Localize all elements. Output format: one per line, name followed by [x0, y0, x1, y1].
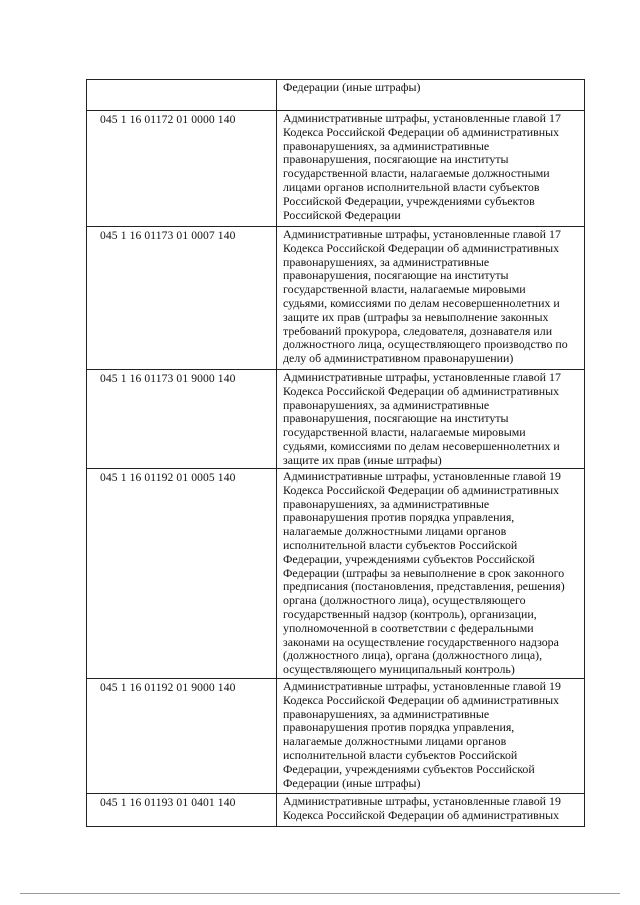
description-line: Российской Федерации, учреждениями субъектов [283, 194, 535, 208]
revenue-description [277, 679, 584, 793]
description-line: Федерации, учреждениями субъектов Российской [283, 762, 535, 776]
description-line: государственной власти, налагаемые должностными [283, 167, 550, 181]
description-line: защите их прав (иные штрафы) [283, 453, 442, 467]
description-line: органа (должностного лица), осуществляющего [283, 594, 526, 608]
description-line: законами на осуществление государственного надзора [283, 635, 559, 649]
description-line: делу об административном правонарушении) [283, 352, 514, 366]
description-line: Кодекса Российской Федерации об административных [283, 808, 560, 822]
revenue-description [277, 227, 584, 369]
description-line: (должностного лица), органа (должностного лица), [283, 649, 543, 663]
revenue-description [277, 794, 584, 826]
description-line: правонарушениях, за административные [283, 707, 490, 721]
budget-classification-code: 045 1 16 01192 01 0005 140 [87, 469, 277, 678]
table-row [87, 679, 584, 794]
description-line: Российской Федерации [283, 208, 401, 222]
budget-classification-code [87, 80, 277, 110]
description-line: правонарушения против порядка управления, [283, 721, 515, 735]
description-line: налагаемые должностными лицами органов [283, 735, 507, 749]
table-row [87, 794, 584, 827]
budget-classification-code: 045 1 16 01193 01 0401 140 [87, 794, 277, 826]
description-line: правонарушения, посягающие на институты [283, 153, 509, 167]
description-line: Административные штрафы, установленные главой 19 [283, 795, 561, 808]
revenue-description [277, 111, 584, 226]
description-line: Федерации, учреждениями субъектов Российской [283, 552, 535, 566]
description-line: государственный надзор (контроль), организации, [283, 607, 537, 621]
description-line: правонарушения против порядка управления, [283, 511, 515, 525]
description-line: Кодекса Российской Федерации об административных [283, 483, 560, 497]
budget-classification-code: 045 1 16 01192 01 9000 140 [87, 679, 277, 793]
description-line: правонарушения, посягающие на институты [283, 269, 509, 283]
budget-classification-code: 045 1 16 01172 01 0000 140 [87, 111, 277, 226]
description-line: исполнительной власти субъектов Российской [283, 748, 518, 762]
description-line: Кодекса Российской Федерации об административных [283, 241, 560, 255]
description-line: Федерации (иные штрафы) [283, 776, 421, 790]
description-line: Административные штрафы, установленные главой 17 [283, 112, 561, 125]
description-line: правонарушениях, за административные [283, 398, 490, 412]
description-line: Административные штрафы, установленные главой 17 [283, 228, 561, 241]
page-bottom-rule [20, 893, 620, 894]
revenue-description [277, 370, 584, 468]
revenue-description [277, 80, 584, 110]
description-line: Федерации (штрафы за невыполнение в срок законного [283, 566, 565, 580]
description-line: налагаемые должностными лицами органов [283, 525, 507, 539]
table-row [87, 111, 584, 227]
description-line: должностного лица, осуществляющего производство по [283, 338, 568, 352]
fines-table [86, 79, 585, 827]
table-row [87, 469, 584, 679]
revenue-description [277, 469, 584, 678]
description-line: уполномоченной в соответствии с федеральными [283, 621, 534, 635]
description-line: предписания (постановления, представления, решения) [283, 580, 565, 594]
description-line: правонарушениях, за административные [283, 497, 490, 511]
description-line: судьями, комиссиями по делам несовершеннолетних и [283, 439, 560, 453]
description-line: Кодекса Российской Федерации об административных [283, 693, 560, 707]
budget-classification-code: 045 1 16 01173 01 9000 140 [87, 370, 277, 468]
description-line: Кодекса Российской Федерации об административных [283, 384, 560, 398]
description-line: Кодекса Российской Федерации об административных [283, 125, 560, 139]
description-line: правонарушениях, за административные [283, 255, 490, 269]
budget-classification-code: 045 1 16 01173 01 0007 140 [87, 227, 277, 369]
description-line: правонарушениях, за административные [283, 139, 490, 153]
description-line: исполнительной власти субъектов Российской [283, 538, 518, 552]
description-line: правонарушения, посягающие на институты [283, 412, 509, 426]
description-line: защите их прав (штрафы за невыполнение законных [283, 310, 549, 324]
table-row [87, 227, 584, 370]
table-row [87, 80, 584, 111]
table-row [87, 370, 584, 469]
description-line: Административные штрафы, установленные главой 17 [283, 371, 561, 384]
description-line: лицами органов исполнительной власти субъектов [283, 180, 540, 194]
description-line: Федерации (иные штрафы) [283, 81, 421, 94]
description-line: государственной власти, налагаемые мировыми [283, 426, 526, 440]
description-line: Административные штрафы, установленные главой 19 [283, 680, 561, 693]
description-line: Административные штрафы, установленные главой 19 [283, 470, 561, 483]
description-line: осуществляющего муниципальный контроль) [283, 663, 515, 677]
description-line: государственной власти, налагаемые мировыми [283, 283, 526, 297]
description-line: судьями, комиссиями по делам несовершеннолетних и [283, 296, 560, 310]
description-line: требований прокурора, следователя, дознавателя или [283, 324, 553, 338]
